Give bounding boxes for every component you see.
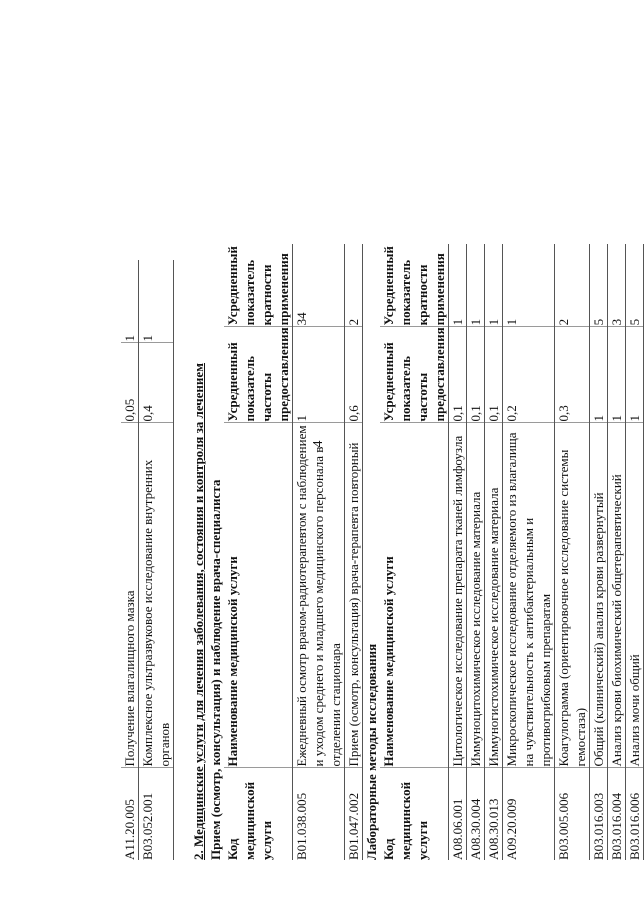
table-row bbox=[626, 244, 644, 860]
frequency-value: 0,1 bbox=[449, 327, 467, 423]
multiplicity-value: 2 bbox=[345, 244, 363, 327]
lab-methods-table bbox=[380, 244, 644, 860]
header-multiplicity: Усредненный показатель кратности применения bbox=[380, 244, 449, 327]
service-code: B03.016.006 bbox=[626, 768, 644, 860]
multiplicity-value: 2 bbox=[555, 244, 590, 327]
subsection-consultation-title: Прием (осмотр, консультация) и наблюдение врача-специалиста bbox=[208, 479, 223, 860]
frequency-value: 1 bbox=[293, 327, 345, 423]
service-code: B03.016.004 bbox=[608, 768, 626, 860]
header-name: Наименование медицинской услуги bbox=[224, 423, 293, 768]
header-code: Код медицинской услуги bbox=[224, 768, 293, 860]
service-code: B01.047.002 bbox=[345, 768, 363, 860]
frequency-value: 0,1 bbox=[467, 327, 485, 423]
multiplicity-value: 34 bbox=[293, 244, 345, 327]
service-name: Иммуногистохимическое исследование материала bbox=[485, 423, 503, 768]
service-name: Коагулограмма (ориентировочное исследование системы гемостаза) bbox=[555, 423, 590, 768]
frequency-value: 0,3 bbox=[555, 327, 590, 423]
frequency-value: 0,6 bbox=[345, 327, 363, 423]
table-header-row bbox=[224, 244, 293, 860]
service-name: Микроскопическое исследование отделяемого из влагалища на чувствительность к антибактериальным и противогрибковым препаратам bbox=[503, 423, 555, 768]
table-row bbox=[293, 244, 345, 860]
header-name: Наименование медицинской услуги bbox=[380, 423, 449, 768]
header-frequency: Усредненный показатель частоты предоставления bbox=[381, 327, 447, 422]
top-spacer bbox=[85, 30, 121, 860]
frequency-value: 1 bbox=[590, 327, 608, 423]
service-name: Анализ крови биохимический общетерапевтический bbox=[608, 423, 626, 768]
header-code: Код медицинской услуги bbox=[380, 768, 449, 860]
service-name: Иммуноцитохимическое исследование материала bbox=[467, 423, 485, 768]
service-code: B03.005.006 bbox=[555, 768, 590, 860]
service-name: Анализ мочи общий bbox=[626, 423, 644, 768]
table-row bbox=[555, 244, 590, 860]
service-code: B03.052.001 bbox=[139, 768, 174, 860]
service-name: Общий (клинический) анализ крови развернутый bbox=[590, 423, 608, 768]
table-row bbox=[467, 244, 485, 860]
service-name: Цитологическое исследование препарата тканей лимфоузла bbox=[449, 423, 467, 768]
multiplicity-value: 5 bbox=[590, 244, 608, 327]
service-code: B03.016.003 bbox=[590, 768, 608, 860]
table-row bbox=[590, 244, 608, 860]
frequency-value: 1 bbox=[608, 327, 626, 423]
multiplicity-value: 1 bbox=[139, 260, 174, 343]
table-row bbox=[485, 244, 503, 860]
multiplicity-value: 1 bbox=[485, 244, 503, 327]
service-code: A08.30.013 bbox=[485, 768, 503, 860]
table-row bbox=[608, 244, 626, 860]
service-code: A11.20.005 bbox=[121, 768, 139, 860]
frequency-value: 0,4 bbox=[139, 343, 174, 423]
service-code: A09.20.009 bbox=[503, 768, 555, 860]
top-services-table bbox=[121, 260, 174, 860]
page-number: 4 bbox=[311, 440, 326, 448]
table-row bbox=[503, 244, 555, 860]
header-frequency: Усредненный показатель частоты предоставления bbox=[225, 327, 291, 422]
frequency-value: 0,2 bbox=[503, 327, 555, 423]
table-row bbox=[345, 244, 363, 860]
service-name: Получение влагалищного мазка bbox=[121, 423, 139, 768]
service-code: A08.30.004 bbox=[467, 768, 485, 860]
frequency-value: 0,1 bbox=[485, 327, 503, 423]
consultation-table bbox=[224, 244, 363, 860]
frequency-value: 0,05 bbox=[121, 343, 139, 423]
table-row bbox=[121, 260, 139, 860]
multiplicity-value: 1 bbox=[121, 260, 139, 343]
service-name: Ежедневный осмотр врачом-радиотерапевтом с наблюдением и уходом среднего и младшего медицинского персонала в отделении стационара bbox=[293, 423, 345, 768]
service-code: B01.038.005 bbox=[293, 768, 345, 860]
service-code: A08.06.001 bbox=[449, 768, 467, 860]
table-row bbox=[449, 244, 467, 860]
header-multiplicity: Усредненный показатель кратности применения bbox=[224, 244, 293, 327]
multiplicity-value: 1 bbox=[449, 244, 467, 327]
table-header-row bbox=[380, 244, 449, 860]
rotated-content bbox=[85, 30, 642, 860]
service-name: Комплексное ультразвуковое исследование внутренних органов bbox=[139, 423, 174, 768]
multiplicity-value: 3 bbox=[608, 244, 626, 327]
service-name: Прием (осмотр, консультация) врача-терапевта повторный bbox=[345, 423, 363, 768]
multiplicity-value: 1 bbox=[467, 244, 485, 327]
multiplicity-value: 1 bbox=[503, 244, 555, 327]
subsection-lab-title: Лабораторные методы исследования bbox=[364, 643, 379, 860]
table-row bbox=[139, 260, 174, 860]
frequency-value: 1 bbox=[626, 327, 644, 423]
multiplicity-value: 5 bbox=[626, 244, 644, 327]
section-2-title: 2. Медицинские услуги для лечения заболевания, состояния и контроля за лечением bbox=[191, 362, 206, 860]
